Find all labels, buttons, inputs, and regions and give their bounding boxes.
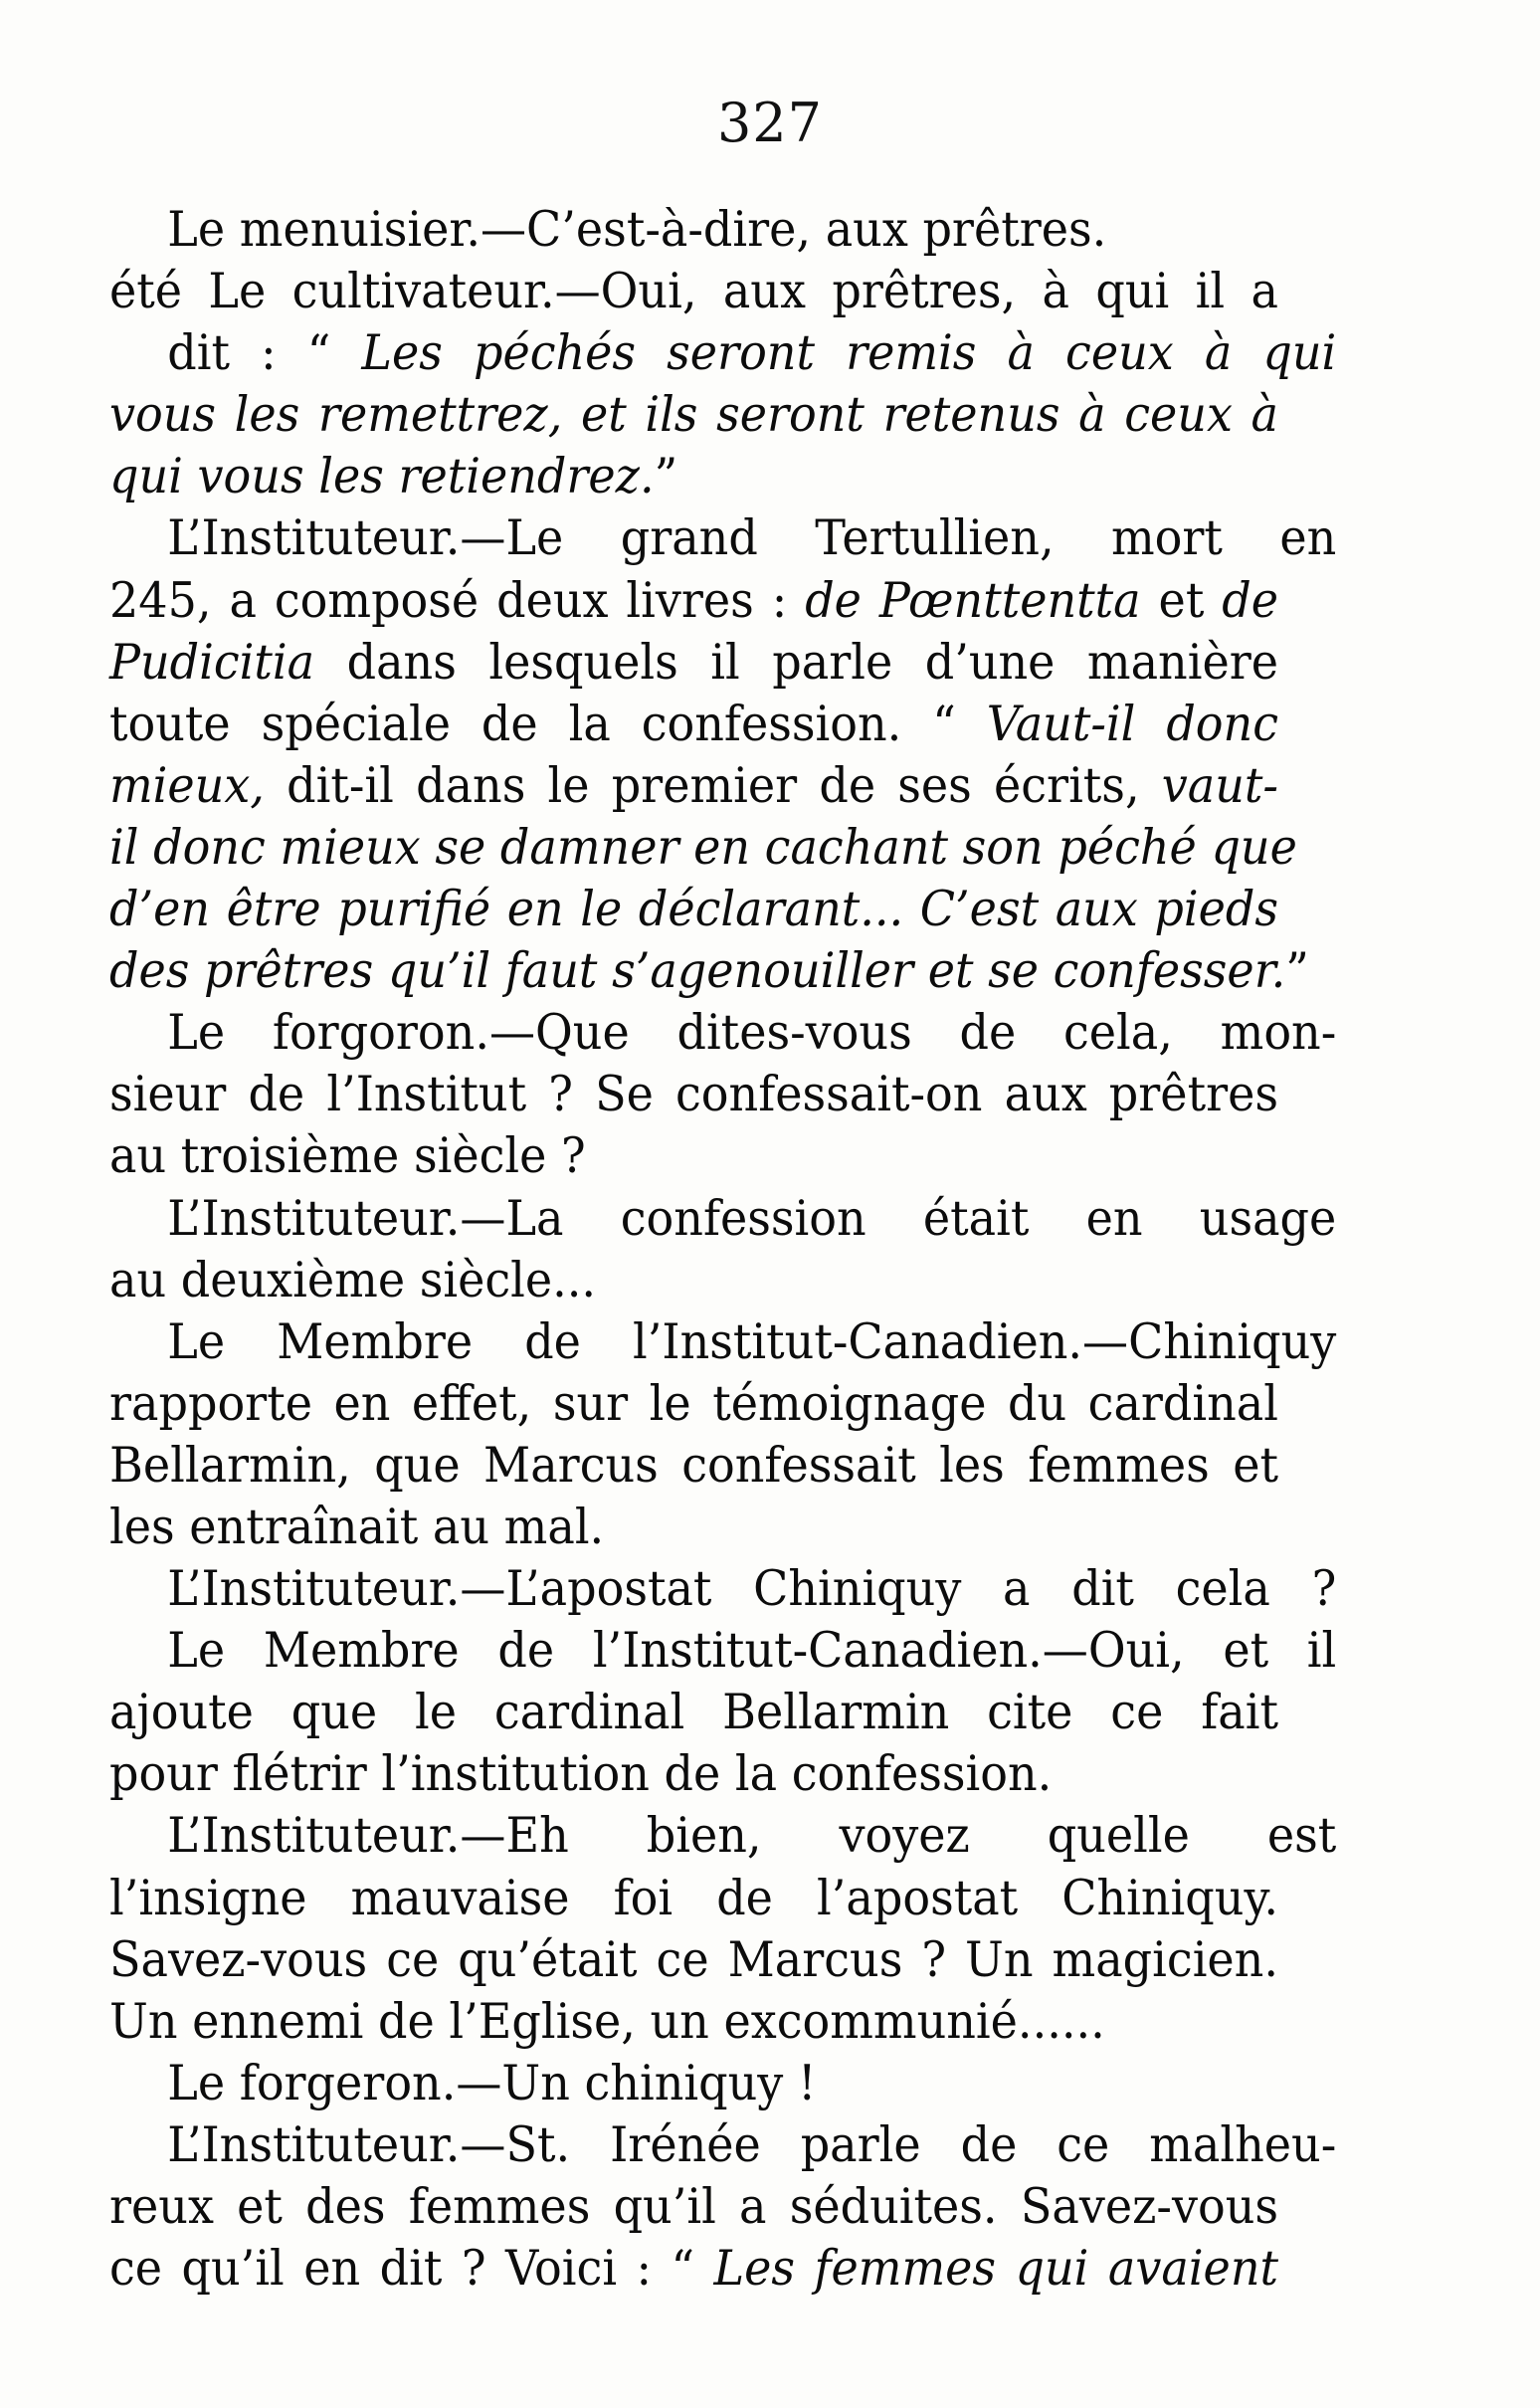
- text-line: [109, 507, 1336, 569]
- roman-text: les entraînait au mal.: [109, 1498, 605, 1555]
- roman-text: ”: [654, 448, 678, 505]
- italic-text: Pudicitia: [109, 633, 315, 691]
- roman-text: ce qu’il en dit ? Voici : “: [109, 2240, 714, 2298]
- text-line: [109, 199, 1278, 261]
- roman-text: pour flétrir l’institution de la confession.: [109, 1745, 1053, 1803]
- roman-text: sieur de l’Institut ? Se confessait-on aux prêtres: [109, 1066, 1278, 1123]
- roman-text: dit : “: [167, 324, 362, 382]
- text-line: [109, 1373, 1278, 1435]
- italic-text: Vaut-il donc: [986, 695, 1278, 752]
- text-line: [109, 1805, 1336, 1867]
- italic-text: vaut-: [1161, 756, 1278, 814]
- roman-text: dit-il dans le premier de ses écrits,: [264, 756, 1162, 814]
- text-line: [109, 1250, 1278, 1311]
- text-line: [109, 1991, 1278, 2053]
- roman-text: L’Instituteur.—St. Irénée parle de ce malheu-: [167, 2115, 1337, 2173]
- roman-text: Le forgeron.—Un chiniquy !: [167, 2054, 817, 2111]
- roman-text: L’Instituteur.—La confession était en usage: [167, 1189, 1337, 1247]
- roman-text: ”: [1285, 942, 1309, 1000]
- text-line: [109, 322, 1336, 384]
- text-line: [109, 570, 1278, 632]
- text-line: [109, 2053, 1278, 2114]
- text-line: [109, 1620, 1336, 1682]
- text-line: [109, 1929, 1278, 1991]
- body-text: [109, 199, 1337, 2300]
- text-line: [109, 632, 1278, 694]
- text-line: [109, 755, 1278, 817]
- text-line: [109, 817, 1297, 879]
- roman-text: L’Instituteur.—Le grand Tertullien, mort en: [167, 509, 1337, 567]
- text-line: [109, 2238, 1278, 2300]
- roman-text: Le Membre de l’Institut-Canadien.—Chiniquy: [167, 1312, 1337, 1370]
- text-line: [109, 446, 1278, 507]
- roman-text: au deuxième siècle...: [109, 1251, 597, 1308]
- italic-text: des prêtres qu’il faut s’agenouiller et se confesser.: [109, 942, 1286, 1000]
- page-number: 327: [716, 92, 824, 154]
- text-line: [109, 879, 1278, 940]
- roman-text: Le forgoron.—Que dites-vous de cela, mon-: [167, 1004, 1337, 1062]
- roman-text: Le Membre de l’Institut-Canadien.—Oui, et il: [167, 1622, 1337, 1680]
- italic-text: il donc mieux se damner en cachant son péché que: [109, 818, 1297, 876]
- roman-text: et: [1140, 571, 1223, 629]
- text-line: [109, 2176, 1278, 2238]
- text-line: [109, 1188, 1336, 1250]
- italic-text: mieux,: [109, 756, 265, 814]
- text-line: [109, 1558, 1336, 1620]
- roman-text: Un ennemi de l’Eglise, un excommunié......: [109, 1992, 1105, 2050]
- roman-text: L’Instituteur.—Eh bien, voyez quelle est: [167, 1807, 1337, 1865]
- roman-text: Bellarmin, que Marcus confessait les femmes et: [109, 1436, 1278, 1494]
- text-line: [109, 1868, 1278, 1929]
- italic-text: Les péchés seront remis à ceux à qui: [361, 324, 1337, 382]
- roman-text: rapporte en effet, sur le témoignage du cardinal: [109, 1374, 1278, 1432]
- roman-text: au troisième siècle ?: [109, 1127, 586, 1185]
- text-line: [109, 1064, 1278, 1125]
- text-line: [109, 1125, 1278, 1187]
- roman-text: toute spéciale de la confession. “: [109, 695, 987, 752]
- roman-text: L’Instituteur.—L’apostat Chiniquy a dit cela ?: [167, 1560, 1337, 1618]
- text-line: [109, 1002, 1336, 1064]
- text-line: [109, 1435, 1278, 1497]
- roman-text: Savez-vous ce qu’était ce Marcus ? Un magicien.: [109, 1930, 1278, 1988]
- text-line: [109, 1497, 1278, 1558]
- italic-text: Les femmes qui avaient: [713, 2240, 1278, 2298]
- text-line: [109, 384, 1278, 446]
- text-line: [109, 1743, 1278, 1805]
- roman-text: ajoute que le cardinal Bellarmin cite ce fait: [109, 1684, 1278, 1741]
- roman-text: Le menuisier.—C’est-à-dire, aux prêtres.: [167, 201, 1107, 258]
- roman-text: été Le cultivateur.—Oui, aux prêtres, à qui il a: [109, 263, 1278, 320]
- text-line: [109, 2114, 1336, 2176]
- italic-text: de Pœnttentta: [805, 571, 1141, 629]
- text-line: [109, 940, 1309, 1002]
- roman-text: 245, a composé deux livres :: [109, 571, 806, 629]
- text-line: [109, 1682, 1278, 1743]
- roman-text: dans lesquels il parle d’une manière: [314, 633, 1278, 691]
- italic-text: de: [1222, 571, 1279, 629]
- italic-text: d’en être purifié en le déclarant... C’est aux pieds: [109, 881, 1278, 938]
- italic-text: vous les remettrez, et ils seront retenus à ceux à: [109, 386, 1278, 444]
- roman-text: l’insigne mauvaise foi de l’apostat Chiniquy.: [109, 1869, 1278, 1926]
- text-line: [109, 261, 1278, 322]
- text-line: [109, 1311, 1336, 1373]
- text-line: [109, 694, 1278, 755]
- italic-text: qui vous les retiendrez.: [109, 448, 655, 505]
- roman-text: reux et des femmes qu’il a séduites. Savez-vous: [109, 2178, 1278, 2235]
